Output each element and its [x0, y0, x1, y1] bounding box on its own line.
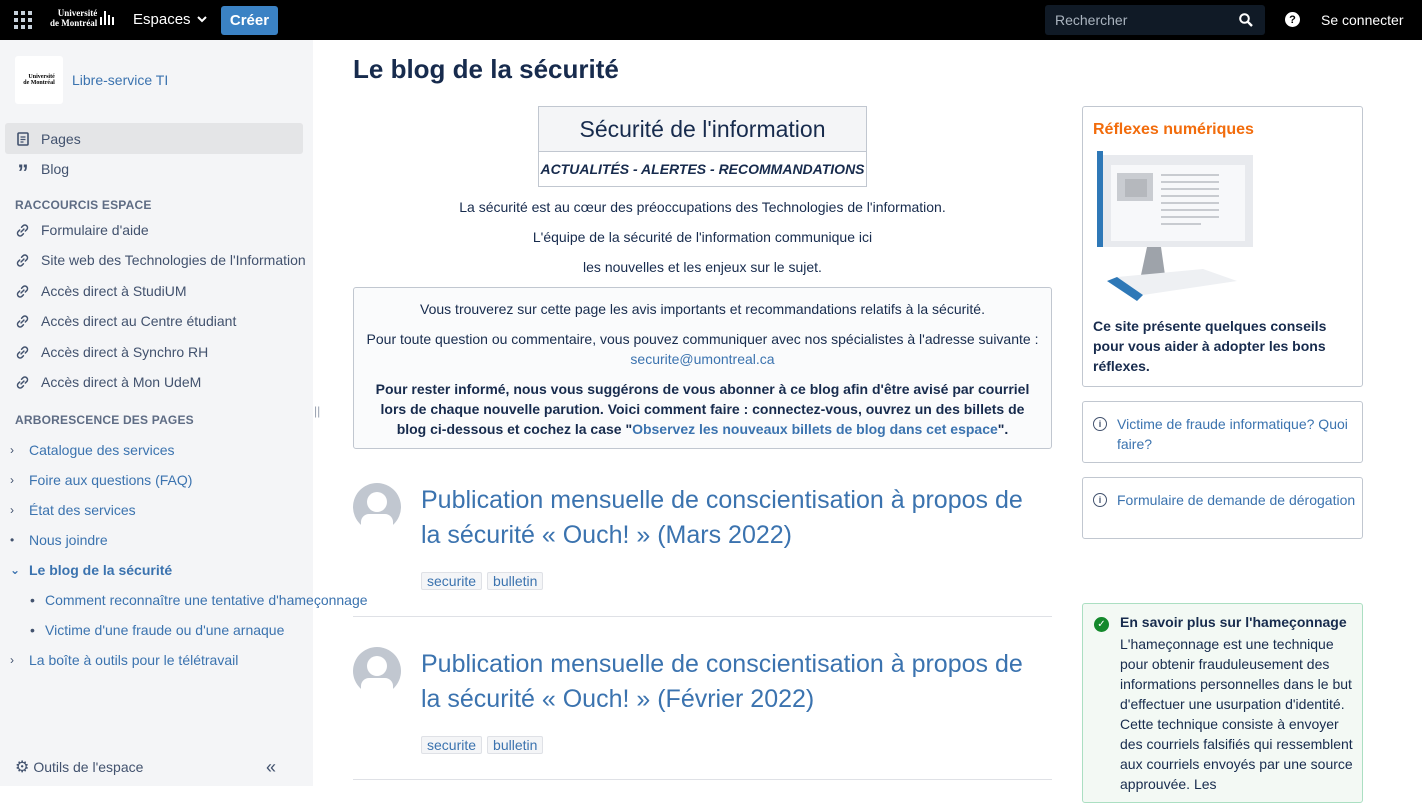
tree-subitem-label: Comment reconnaître une tentative d'hameçonnage	[45, 592, 368, 608]
intro-line: les nouvelles et les enjeux sur le sujet.	[583, 259, 822, 275]
shortcut-label: Accès direct au Centre étudiant	[41, 313, 237, 329]
shortcuts-heading: RACCOURCIS ESPACE	[15, 198, 152, 212]
banner-subtitle: ACTUALITÉS - ALERTES - RECOMMANDATIONS	[540, 161, 865, 177]
link-icon	[15, 284, 31, 299]
tree-item[interactable]	[10, 529, 300, 551]
spaces-label: Espaces	[133, 11, 191, 28]
search-icon[interactable]	[1239, 13, 1253, 27]
info-icon: i	[1093, 493, 1107, 507]
info-link-label: Victime de fraude informatique? Quoi faire?	[1117, 416, 1348, 452]
tree-item-label: Nous joindre	[29, 532, 108, 548]
tree-subitem[interactable]	[30, 619, 285, 641]
reflexes-title: Réflexes numériques	[1093, 121, 1254, 138]
page-tree-heading: ARBORESCENCE DES PAGES	[15, 413, 194, 427]
shortcut-label: Accès direct à Synchro RH	[41, 344, 209, 360]
email-link[interactable]: securite@umontreal.ca	[630, 351, 775, 367]
chevron-right-icon[interactable]: ›	[10, 473, 14, 487]
tree-item[interactable]	[10, 439, 300, 461]
link-icon	[15, 253, 31, 268]
spaces-menu[interactable]	[133, 11, 207, 28]
sidebar-item-pages[interactable]	[5, 123, 303, 154]
page-title: Le blog de la sécurité	[353, 54, 619, 84]
tree-item-label: La boîte à outils pour le télétravail	[29, 652, 239, 668]
collapse-sidebar-icon[interactable]: «	[266, 757, 277, 777]
shortcut-link[interactable]	[15, 310, 305, 332]
link-icon	[15, 375, 31, 390]
chevron-down-icon[interactable]: ⌄	[10, 563, 21, 577]
label-tag[interactable]: bulletin	[487, 572, 543, 590]
space-tools-button[interactable]	[15, 757, 143, 777]
university-logo[interactable]	[50, 8, 116, 28]
fraud-link-panel[interactable]	[1082, 401, 1363, 463]
quote-icon: ”	[17, 159, 29, 185]
info-link[interactable]	[1093, 414, 1362, 454]
space-name-link[interactable]: Libre-service TI	[72, 72, 169, 88]
divider	[353, 779, 1052, 780]
computer-illustration	[1095, 151, 1260, 303]
sidebar-item-blog[interactable]	[5, 153, 303, 184]
notice-panel	[353, 287, 1052, 449]
phishing-title: En savoir plus sur l'hameçonnage	[1120, 614, 1347, 630]
label-tag[interactable]: securite	[421, 572, 482, 590]
notice-subscribe	[366, 379, 1039, 439]
logo-bars-icon	[100, 11, 116, 25]
bullet-icon: •	[10, 533, 15, 547]
shortcut-label: Formulaire d'aide	[41, 222, 149, 238]
space-logo-line1: Université	[28, 74, 55, 80]
info-link[interactable]	[1093, 490, 1355, 510]
info-icon: i	[1093, 417, 1107, 431]
label-tag[interactable]: securite	[421, 736, 482, 754]
sidebar-resize-handle[interactable]: ||	[314, 404, 321, 418]
sidebar-item-label: Pages	[41, 130, 81, 147]
notice-contact-text: Pour toute question ou commentaire, vous pouvez communiquer avec nos spécialistes à l'adresse suivante :	[366, 331, 1039, 347]
avatar[interactable]	[353, 483, 401, 531]
brand-line1: Université	[57, 8, 98, 18]
bullet-icon: •	[30, 622, 35, 638]
page-icon	[15, 132, 31, 146]
chevron-right-icon[interactable]: ›	[10, 653, 14, 667]
post-labels	[421, 572, 543, 590]
shortcut-label: Site web des Technologies de l'Information	[41, 252, 306, 268]
avatar[interactable]	[353, 647, 401, 695]
sidebar-item-label: Blog	[41, 160, 70, 177]
reflexes-panel[interactable]	[1082, 106, 1363, 387]
gear-icon: ⚙	[15, 759, 30, 776]
label-tag[interactable]: bulletin	[487, 736, 543, 754]
sidebar	[0, 40, 368, 786]
blog-post-title[interactable]: Publication mensuelle de conscientisation à propos de la sécurité « Ouch! » (Mars 2022)	[421, 486, 1023, 549]
watch-blog-link[interactable]: Observez les nouveaux billets de blog dans cet espace	[632, 421, 998, 437]
reflexes-text: Ce site présente quelques conseils pour vous aider à adopter les bons réflexes.	[1093, 318, 1327, 374]
tree-item[interactable]	[10, 649, 300, 671]
chevron-right-icon[interactable]: ›	[10, 443, 14, 457]
shortcut-label: Accès direct à Mon UdeM	[41, 374, 202, 390]
tree-item-current[interactable]	[10, 559, 300, 581]
info-link-label: Formulaire de demande de dérogation	[1117, 492, 1356, 508]
shortcut-link[interactable]	[15, 341, 305, 363]
link-icon	[15, 223, 31, 238]
link-icon	[15, 345, 31, 360]
subscribe-text: Pour rester informé, nous vous suggérons de vous abonner à ce blog afin d'être avisé par courriel lors de chaque nouvelle parution. Voici comment faire : connectez-vous, ouvrez un des billets de blog ci-dessous et cochez la case "	[375, 381, 1030, 437]
help-icon[interactable]: ?	[1285, 12, 1300, 27]
security-banner	[538, 106, 867, 187]
intro-line: La sécurité est au cœur des préoccupations des Technologies de l'information.	[459, 199, 946, 215]
shortcut-link[interactable]	[15, 280, 305, 302]
banner-title: Sécurité de l'information	[539, 107, 866, 152]
link-icon	[15, 314, 31, 329]
divider	[353, 616, 1052, 617]
tree-item[interactable]	[10, 499, 300, 521]
brand-line2: de Montréal	[50, 18, 98, 28]
space-logo[interactable]	[15, 56, 63, 104]
intro-line: L'équipe de la sécurité de l'information communique ici	[532, 229, 873, 245]
space-logo-line2: de Montréal	[23, 80, 55, 86]
tree-item-label: Le blog de la sécurité	[29, 562, 173, 578]
blog-post-title[interactable]: Publication mensuelle de conscientisation à propos de la sécurité « Ouch! » (Février 2022)	[421, 650, 1023, 713]
chevron-right-icon[interactable]: ›	[10, 503, 14, 517]
shortcut-link[interactable]	[15, 371, 305, 393]
tree-item-label: Foire aux questions (FAQ)	[29, 472, 193, 488]
derogation-link-panel[interactable]	[1082, 477, 1363, 539]
phishing-body: L'hameçonnage est une technique pour obtenir frauduleusement des informations personnelles dans le but d'effectuer une usurpation d'identité. Cette technique consiste à envoyer des courriels falsifiés qui ressemblent aux courriels envoyés par une source approuvée. Les	[1120, 636, 1353, 792]
post-labels	[421, 736, 543, 754]
search-input[interactable]	[1045, 5, 1235, 35]
shortcut-link[interactable]	[15, 249, 305, 271]
top-bar	[0, 0, 1422, 40]
space-tools-label: Outils de l'espace	[33, 759, 144, 775]
tree-item[interactable]	[10, 469, 300, 491]
create-button[interactable]: Créer	[221, 6, 278, 35]
notice-line2	[366, 329, 1039, 369]
phishing-info-panel	[1082, 603, 1363, 803]
subscribe-end: ".	[997, 421, 1009, 437]
tree-subitem-label: Victime d'une fraude ou d'une arnaque	[45, 622, 285, 638]
chevron-down-icon	[197, 16, 207, 23]
tree-item-label: État des services	[29, 502, 136, 518]
tree-item-label: Catalogue des services	[29, 442, 175, 458]
notice-line1: Vous trouverez sur cette page les avis importants et recommandations relatifs à la sécurité.	[420, 301, 985, 317]
check-circle-icon: ✓	[1094, 617, 1109, 632]
tree-subitem[interactable]	[30, 589, 368, 611]
login-link[interactable]: Se connecter	[1321, 12, 1404, 28]
shortcut-label: Accès direct à StudiUM	[41, 283, 187, 299]
shortcut-link[interactable]	[15, 219, 305, 241]
app-switcher-icon[interactable]	[14, 11, 32, 29]
bullet-icon: •	[30, 592, 35, 608]
search-box[interactable]	[1045, 5, 1265, 35]
